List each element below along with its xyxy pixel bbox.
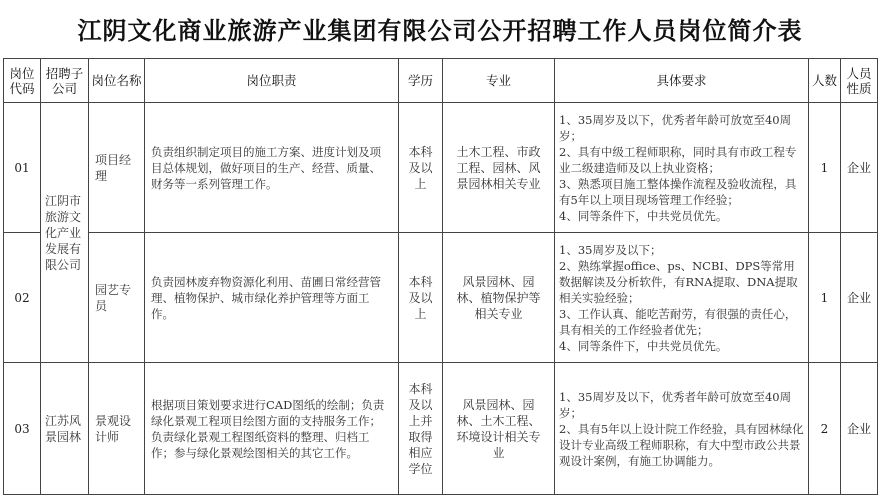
education-text: 本科及以上 xyxy=(408,274,433,321)
cell-code: 03 xyxy=(4,363,41,495)
cell-position xyxy=(89,363,145,495)
company-name: 江苏风景园林 xyxy=(45,413,82,444)
header-code: 岗位代码 xyxy=(4,59,41,103)
cell-count: 1 xyxy=(809,103,841,233)
cell-major xyxy=(443,103,555,233)
header-count: 人数 xyxy=(809,59,841,103)
header-company: 招聘子公司 xyxy=(41,59,89,103)
position-name: 项目经理 xyxy=(95,152,132,183)
cell-type: 企业 xyxy=(841,233,878,363)
requirement-item: 2、具有5年以上设计院工作经验，具有园林绿化设计专业高级工程师职称，有大中型市政公共景观设计案例，有施工协调能力。 xyxy=(559,421,804,468)
cell-company xyxy=(41,363,89,495)
cell-major xyxy=(443,233,555,363)
requirement-item: 1、35周岁及以下； xyxy=(559,242,662,257)
education-text: 本科及以上并取得相应学位 xyxy=(408,381,433,476)
major-text: 风景园林、园林、植物保护等相关专业 xyxy=(456,274,541,321)
cell-type: 企业 xyxy=(841,363,878,495)
cell-count: 1 xyxy=(809,233,841,363)
cell-requirements xyxy=(555,363,809,495)
duties-text: 负责园林废弃物资源化利用、苗圃日常经营管理、植物保护、城市绿化养护管理等方面工作。 xyxy=(151,274,381,321)
header-major: 专业 xyxy=(443,59,555,103)
header-education: 学历 xyxy=(399,59,443,103)
table-row xyxy=(4,363,878,495)
cell-education xyxy=(399,233,443,363)
position-name: 园艺专员 xyxy=(95,282,132,313)
job-table xyxy=(3,58,878,495)
cell-type: 企业 xyxy=(841,103,878,233)
table-row xyxy=(4,103,878,233)
requirement-item: 4、同等条件下，中共党员优先。 xyxy=(559,208,728,223)
header-row xyxy=(4,59,878,103)
table-row xyxy=(4,233,878,363)
header-requirements: 具体要求 xyxy=(555,59,809,103)
major-text: 土木工程、市政工程、园林、风景园林相关专业 xyxy=(456,144,541,191)
duties-text: 根据项目策划要求进行CAD图纸的绘制；负责绿化景观工程项目绘图方面的支持服务工作；负责绿化景观工程图纸资料的整理、归档工作；参与绿化景观绘图相关的其它工作。 xyxy=(151,397,385,460)
education-text: 本科及以上 xyxy=(408,144,433,191)
header-position: 岗位名称 xyxy=(89,59,145,103)
cell-count: 2 xyxy=(809,363,841,495)
requirement-item: 2、熟练掌握office、ps、NCBI、DPS等常用数据解读及分析软件，有RNA提取、DNA提取相关实验经验； xyxy=(559,258,798,305)
cell-duties xyxy=(145,233,399,363)
cell-duties xyxy=(145,103,399,233)
requirement-item: 3、熟悉项目施工整体操作流程及验收流程，具有5年以上项目现场管理工作经验； xyxy=(559,176,797,207)
cell-company xyxy=(41,103,89,363)
cell-duties xyxy=(145,363,399,495)
requirement-item: 1、35周岁及以下，优秀者年龄可放宽至40周岁； xyxy=(559,389,792,420)
cell-code: 02 xyxy=(4,233,41,363)
position-name: 景观设计师 xyxy=(95,413,132,444)
company-name: 江阴市旅游文化产业发展有限公司 xyxy=(45,193,82,272)
cell-education xyxy=(399,103,443,233)
header-duties: 岗位职责 xyxy=(145,59,399,103)
header-type: 人员性质 xyxy=(841,59,878,103)
cell-requirements xyxy=(555,233,809,363)
cell-code: 01 xyxy=(4,103,41,233)
duties-text: 负责组织制定项目的施工方案、进度计划及项目总体规划，做好项目的生产、经营、质量、财务等一系列管理工作。 xyxy=(151,144,381,191)
cell-requirements xyxy=(555,103,809,233)
cell-major xyxy=(443,363,555,495)
requirement-item: 4、同等条件下，中共党员优先。 xyxy=(559,338,728,353)
cell-position xyxy=(89,103,145,233)
requirement-item: 1、35周岁及以下，优秀者年龄可放宽至40周岁； xyxy=(559,112,792,143)
page-title: 江阴文化商业旅游产业集团有限公司公开招聘工作人员岗位简介表 xyxy=(77,16,803,45)
major-text: 风景园林、园林、土木工程、环境设计相关专业 xyxy=(456,397,541,460)
requirement-item: 2、具有中级工程师职称，同时具有市政工程专业二级建造师及以上执业资格； xyxy=(559,144,797,175)
cell-position xyxy=(89,233,145,363)
requirement-item: 3、工作认真、能吃苦耐劳，有很强的责任心，具有相关的工作经验者优先； xyxy=(559,306,797,337)
cell-education xyxy=(399,363,443,495)
